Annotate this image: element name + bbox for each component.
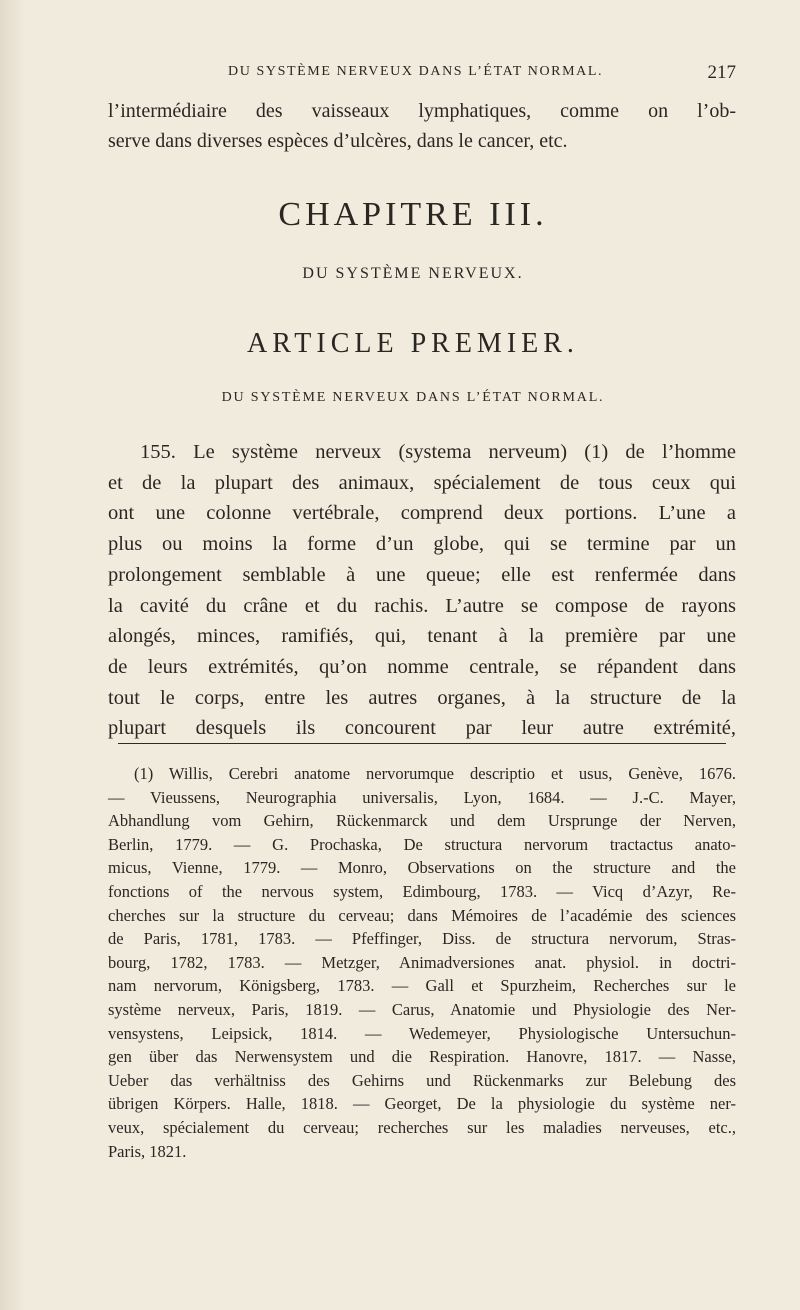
footnote-line: bourg, 1782, 1783. — Metzger, Animadversiones anat. physiol. in doctri- [108,952,736,972]
footnote-line: de Paris, 1781, 1783. — Pfeffinger, Diss. de structura nervorum, Stras- [108,929,736,949]
text-line: alongés, minces, ramifiés, qui, tenant à la première par une [108,625,736,648]
footnote-line: vensystens, Leipsick, 1814. — Wedemeyer, Physiologische Untersuchun- [108,1023,736,1043]
footnote-line: — Vieussens, Neurographia universalis, Lyon, 1684. — J.-C. Mayer, [108,787,736,807]
footnote-line: Paris, 1821. [108,1141,187,1161]
text-line: l’intermédiaire des vaisseaux lymphatiques, comme on l’ob- [108,100,736,122]
chapter-title: CHAPITRE III. [278,196,548,233]
footnote-line: veux, spécialement du cerveau; recherches sur les maladies nerveuses, etc., [108,1117,736,1137]
footnote-line: micus, Vienne, 1779. — Monro, Observations on the structure and the [108,858,736,878]
text-line: de leurs extrémités, qu’on nomme centrale, se répandent dans [108,655,736,678]
text-line: 155. Le système nerveux (systema nerveum) (1) de l’homme [140,441,736,463]
text-line: et de la plupart des animaux, spécialement de tous ceux qui [108,471,736,494]
text-line: plus ou moins la forme d’un globe, qui se termine par un [108,533,736,556]
running-head [108,62,736,90]
footnote-line: Berlin, 1779. — G. Prochaska, De structura nervorum tractactus anato- [108,834,736,854]
chapter-subtitle: DU SYSTÈME NERVEUX. [302,265,524,282]
carry-over-paragraph [108,96,736,156]
footnotes [108,762,736,1163]
page-number: 217 [707,62,736,83]
footnote-line: übrigen Körpers. Halle, 1818. — Georget, De la physiologie du système ner- [108,1094,736,1114]
footnote-line: Abhandlung vom Gehirn, Rückenmarck und dem Ursprunge der Nerven, [108,811,736,831]
body-paragraph [108,437,736,744]
footnote-line: fonctions of the nervous system, Edimbourg, 1783. — Vicq d’Azyr, Re- [108,881,736,901]
footnote-line: cherches sur la structure du cerveau; dans Mémoires de l’académie des sciences [108,905,736,925]
footnote-line: système nerveux, Paris, 1819. — Carus, Anatomie und Physiologie des Ner- [108,999,736,1019]
article-title: ARTICLE PREMIER. [247,328,579,359]
text-line: ont une colonne vertébrale, comprend deux portions. L’une a [108,502,736,525]
footnote-line: nam nervorum, Königsberg, 1783. — Gall et Spurzheim, Recherches sur le [108,976,736,996]
footnote-line: gen über das Nerwensystem und die Respiration. Hanovre, 1817. — Nasse, [108,1047,736,1067]
footnote-line: (1) Willis, Cerebri anatome nervorumque descriptio et usus, Genève, 1676. [134,764,736,783]
text-line: la cavité du crâne et du rachis. L’autre se compose de rayons [108,594,736,617]
running-title: DU SYSTÈME NERVEUX DANS L’ÉTAT NORMAL. [228,64,604,79]
text-line: prolongement semblable à une queue; elle est renfermée dans [108,563,736,586]
footnote-line: Ueber das verhältniss des Gehirns und Rückenmarks zur Belebung des [108,1070,736,1090]
footnote-separator [118,743,726,744]
text-line: tout le corps, entre les autres organes, à la structure de la [108,686,736,709]
article-subtitle: DU SYSTÈME NERVEUX DANS L’ÉTAT NORMAL. [221,390,605,405]
text-line: plupart desquels ils concourent par leur autre extrémité, [108,717,736,740]
text-line: serve dans diverses espèces d’ulcères, dans le cancer, etc. [108,130,568,152]
